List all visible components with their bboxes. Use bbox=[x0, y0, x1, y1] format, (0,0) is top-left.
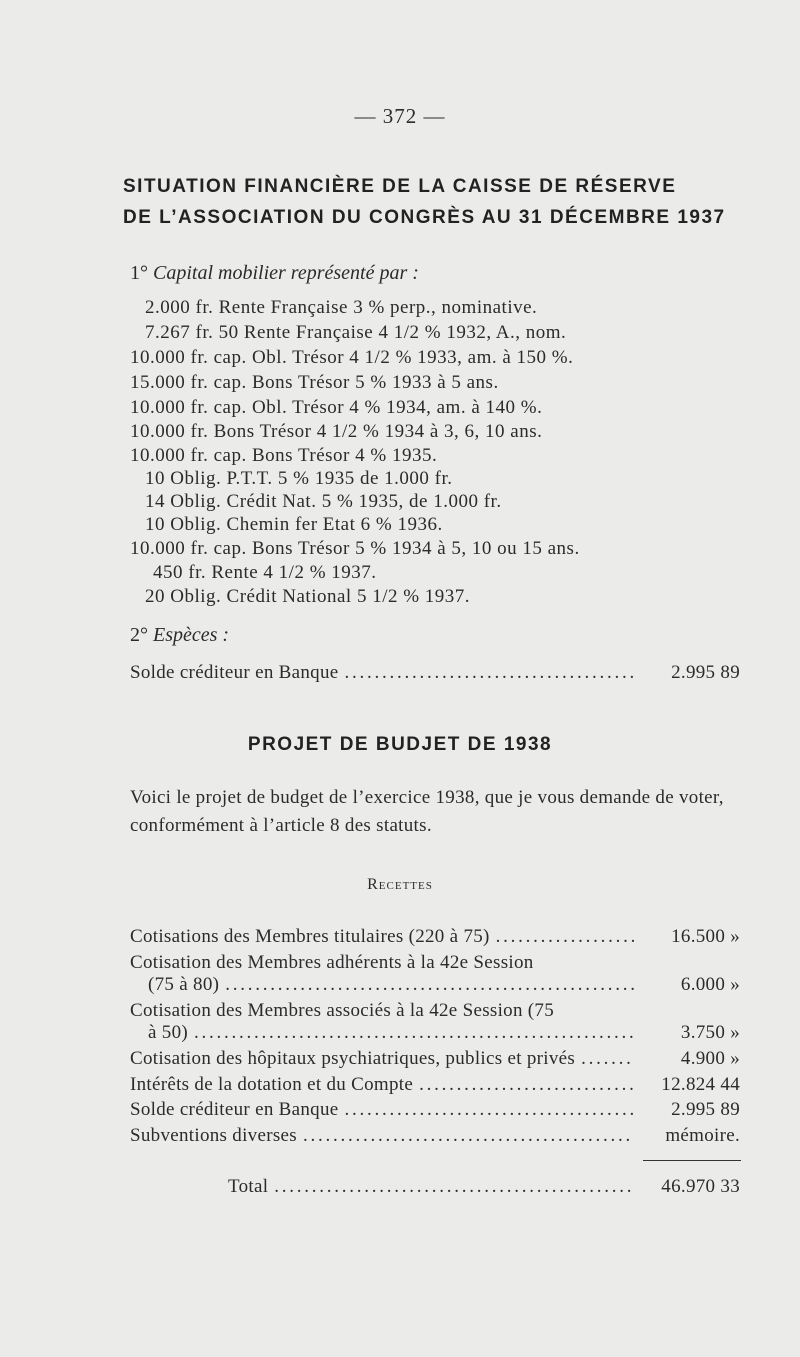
budget-row-label: Cotisation des hôpitaux psychiatriques, publics et privés bbox=[130, 1048, 576, 1069]
holding-item: 20 Oblig. Crédit National 5 1/2 % 1937. bbox=[145, 586, 471, 607]
dot-leader bbox=[303, 1125, 634, 1147]
recettes-heading: Recettes bbox=[367, 876, 433, 893]
solde-row bbox=[130, 662, 740, 688]
budget-title: PROJET DE BUDJET DE 1938 bbox=[247, 734, 553, 755]
dot-leader bbox=[581, 1048, 634, 1070]
holding-item: 10 Oblig. P.T.T. 5 % 1935 de 1.000 fr. bbox=[145, 468, 453, 489]
total-amount: 46.970 33 bbox=[661, 1176, 740, 1197]
dot-leader bbox=[225, 974, 634, 996]
budget-row-amount: 6.000 » bbox=[680, 974, 740, 995]
budget-row-amount: 3.750 » bbox=[680, 1022, 740, 1043]
budget-row-label: (75 à 80) bbox=[148, 974, 220, 995]
budget-row bbox=[130, 1125, 740, 1151]
budget-row bbox=[130, 1022, 740, 1048]
budget-row-label: Cotisation des Membres adhérents à la 42e Session bbox=[130, 952, 534, 973]
budget-row-label: à 50) bbox=[148, 1022, 189, 1043]
solde-label: Solde créditeur en Banque bbox=[130, 662, 339, 683]
holding-item: 2.000 fr. Rente Française 3 % perp., nominative. bbox=[145, 297, 538, 318]
holding-item: 10.000 fr. cap. Bons Trésor 4 % 1935. bbox=[130, 445, 438, 466]
holding-item: 450 fr. Rente 4 1/2 % 1937. bbox=[153, 562, 377, 583]
budget-row-amount: 4.900 » bbox=[680, 1048, 740, 1069]
budget-row-label: Solde créditeur en Banque bbox=[130, 1099, 339, 1120]
holding-item: 10.000 fr. cap. Obl. Trésor 4 % 1934, am. à 140 %. bbox=[130, 397, 543, 418]
holding-item: 10.000 fr. Bons Trésor 4 1/2 % 1934 à 3, 6, 10 ans. bbox=[130, 421, 543, 442]
section-2-label: Espèces : bbox=[153, 624, 230, 646]
total-label: Total bbox=[228, 1176, 269, 1197]
budget-row-label: Cotisation des Membres associés à la 42e Session (75 bbox=[130, 1000, 555, 1021]
budget-row-amount: mémoire. bbox=[665, 1125, 740, 1146]
holding-item: 7.267 fr. 50 Rente Française 4 1/2 % 1932, A., nom. bbox=[145, 322, 567, 343]
holding-item: 14 Oblig. Crédit Nat. 5 % 1935, de 1.000 fr. bbox=[145, 491, 502, 512]
budget-row bbox=[130, 1099, 740, 1125]
total-row bbox=[228, 1176, 740, 1202]
solde-amount: 2.995 89 bbox=[671, 662, 740, 683]
holding-item: 10 Oblig. Chemin fer Etat 6 % 1936. bbox=[145, 514, 443, 535]
section-2-heading bbox=[130, 624, 229, 647]
section-1-heading bbox=[130, 262, 419, 285]
budget-row bbox=[130, 926, 740, 952]
dot-leader bbox=[419, 1074, 634, 1096]
dot-leader bbox=[496, 926, 634, 948]
budget-row-amount: 2.995 89 bbox=[671, 1099, 740, 1120]
budget-row-amount: 16.500 » bbox=[671, 926, 740, 947]
dot-leader bbox=[345, 662, 634, 684]
budget-row-amount: 12.824 44 bbox=[661, 1074, 740, 1095]
budget-row-label: Intérêts de la dotation et du Compte bbox=[130, 1074, 414, 1095]
budget-row bbox=[130, 1048, 740, 1074]
section-1-label: Capital mobilier représenté par : bbox=[153, 262, 419, 284]
title-line-1: SITUATION FINANCIÈRE DE LA CAISSE DE RÉSERVE bbox=[123, 176, 677, 197]
budget-row-label: Cotisations des Membres titulaires (220 à 75) bbox=[130, 926, 490, 947]
dot-leader bbox=[274, 1176, 634, 1198]
total-rule bbox=[643, 1160, 741, 1161]
holding-item: 10.000 fr. cap. Obl. Trésor 4 1/2 % 1933, am. à 150 %. bbox=[130, 347, 574, 368]
budget-row bbox=[130, 1074, 740, 1100]
budget-paragraph: Voici le projet de budget de l’exercice 1938, que je vous demande de voter, conformément à l’article 8 des statuts. bbox=[130, 787, 724, 836]
section-2-number: 2° bbox=[130, 624, 148, 646]
page-number: — 372 — bbox=[354, 104, 446, 128]
budget-row bbox=[130, 974, 740, 1000]
holding-item: 10.000 fr. cap. Bons Trésor 5 % 1934 à 5, 10 ou 15 ans. bbox=[130, 538, 580, 559]
dot-leader bbox=[345, 1099, 634, 1121]
title-line-2: DE L’ASSOCIATION DU CONGRÈS AU 31 DÉCEMBRE 1937 bbox=[123, 207, 726, 228]
dot-leader bbox=[194, 1022, 634, 1044]
budget-row-label: Subventions diverses bbox=[130, 1125, 297, 1146]
holding-item: 15.000 fr. cap. Bons Trésor 5 % 1933 à 5 ans. bbox=[130, 372, 499, 393]
section-1-number: 1° bbox=[130, 262, 148, 284]
